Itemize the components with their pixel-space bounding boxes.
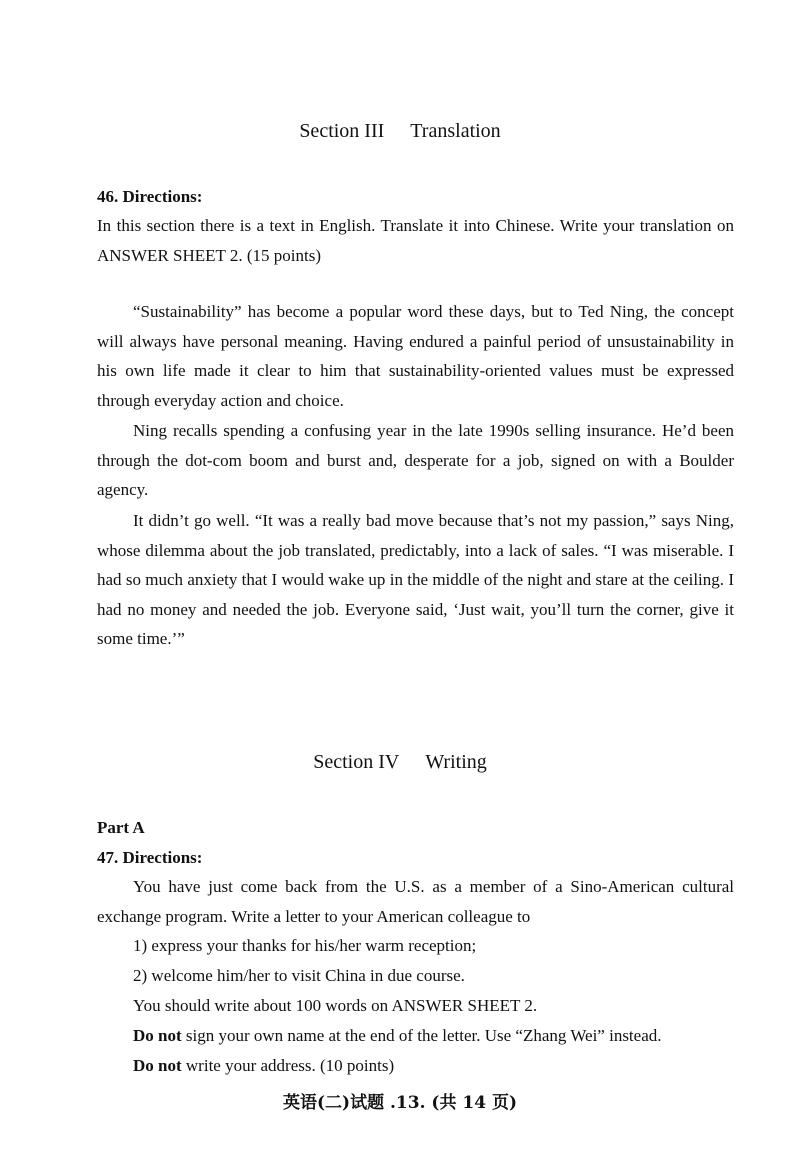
page-footer: 英语(二)试题 .13. (共 14 页) xyxy=(283,1093,517,1113)
passage-paragraph-1: “Sustainability” has become a popular word these days, but to Ted Ning, the concept will always have personal meaning. Having endured a painful period of unsustainability in his own life made it clear to him that sustainability-oriented values must be expressed through everyday action and choice. xyxy=(97,302,734,410)
q46-directions-text: In this section there is a text in English. Translate it into Chinese. Write your translation on ANSWER SHEET 2. (15 points) xyxy=(97,216,734,265)
instruction-name-text: sign your own name at the end of the letter. Use “Zhang Wei” instead. xyxy=(181,1026,662,1045)
q46-directions-heading xyxy=(97,182,202,212)
section-3-title xyxy=(0,120,800,143)
q47-item-2: 2) welcome him/her to visit China in due course. xyxy=(133,966,465,985)
q47-label: 47. Directions xyxy=(97,848,197,867)
section-4-name: Writing xyxy=(425,751,487,773)
q47-directions-heading xyxy=(97,843,202,873)
q47-intro: You have just come back from the U.S. as a member of a Sino-American cultural exchange program. Write a letter to your American colleague to xyxy=(97,877,734,926)
section-4-label: Section IV xyxy=(313,751,400,773)
section-3-label: Section III xyxy=(299,120,385,142)
q46-colon: : xyxy=(196,187,203,206)
do-not-emphasis-1: Do not xyxy=(133,1026,182,1045)
passage-paragraph-3: It didn’t go well. “It was a really bad move because that’s not my passion,” says Ning, whose dilemma about the job translated, predictably, into a lack of sales. “I was miserable. I had so much anxiety that I would wake up in the middle of the night and stare at the ceiling. I had no money and needed the job. Everyone said, ‘Just wait, you’ll turn the corner, give it some time.’” xyxy=(97,511,734,649)
q47-instruction-address xyxy=(133,1051,394,1081)
q47-instruction-name xyxy=(133,1021,662,1051)
q47-item-1: 1) express your thanks for his/her warm reception; xyxy=(133,936,477,955)
q47-colon: : xyxy=(196,848,203,867)
q46-label: 46. Directions xyxy=(97,187,197,206)
do-not-emphasis-2: Do not xyxy=(133,1056,182,1075)
q47-word-count: You should write about 100 words on ANSWER SHEET 2. xyxy=(133,996,538,1015)
passage-paragraph-2: Ning recalls spending a confusing year in the late 1990s selling insurance. He’d been through the dot-com boom and burst and, desperate for a job, signed on with a Boulder agency. xyxy=(97,421,734,500)
section-4-title xyxy=(0,751,800,774)
section-3-name: Translation xyxy=(410,120,501,142)
instruction-address-text: write your address. (10 points) xyxy=(181,1056,395,1075)
part-a-heading: Part A xyxy=(97,818,145,837)
